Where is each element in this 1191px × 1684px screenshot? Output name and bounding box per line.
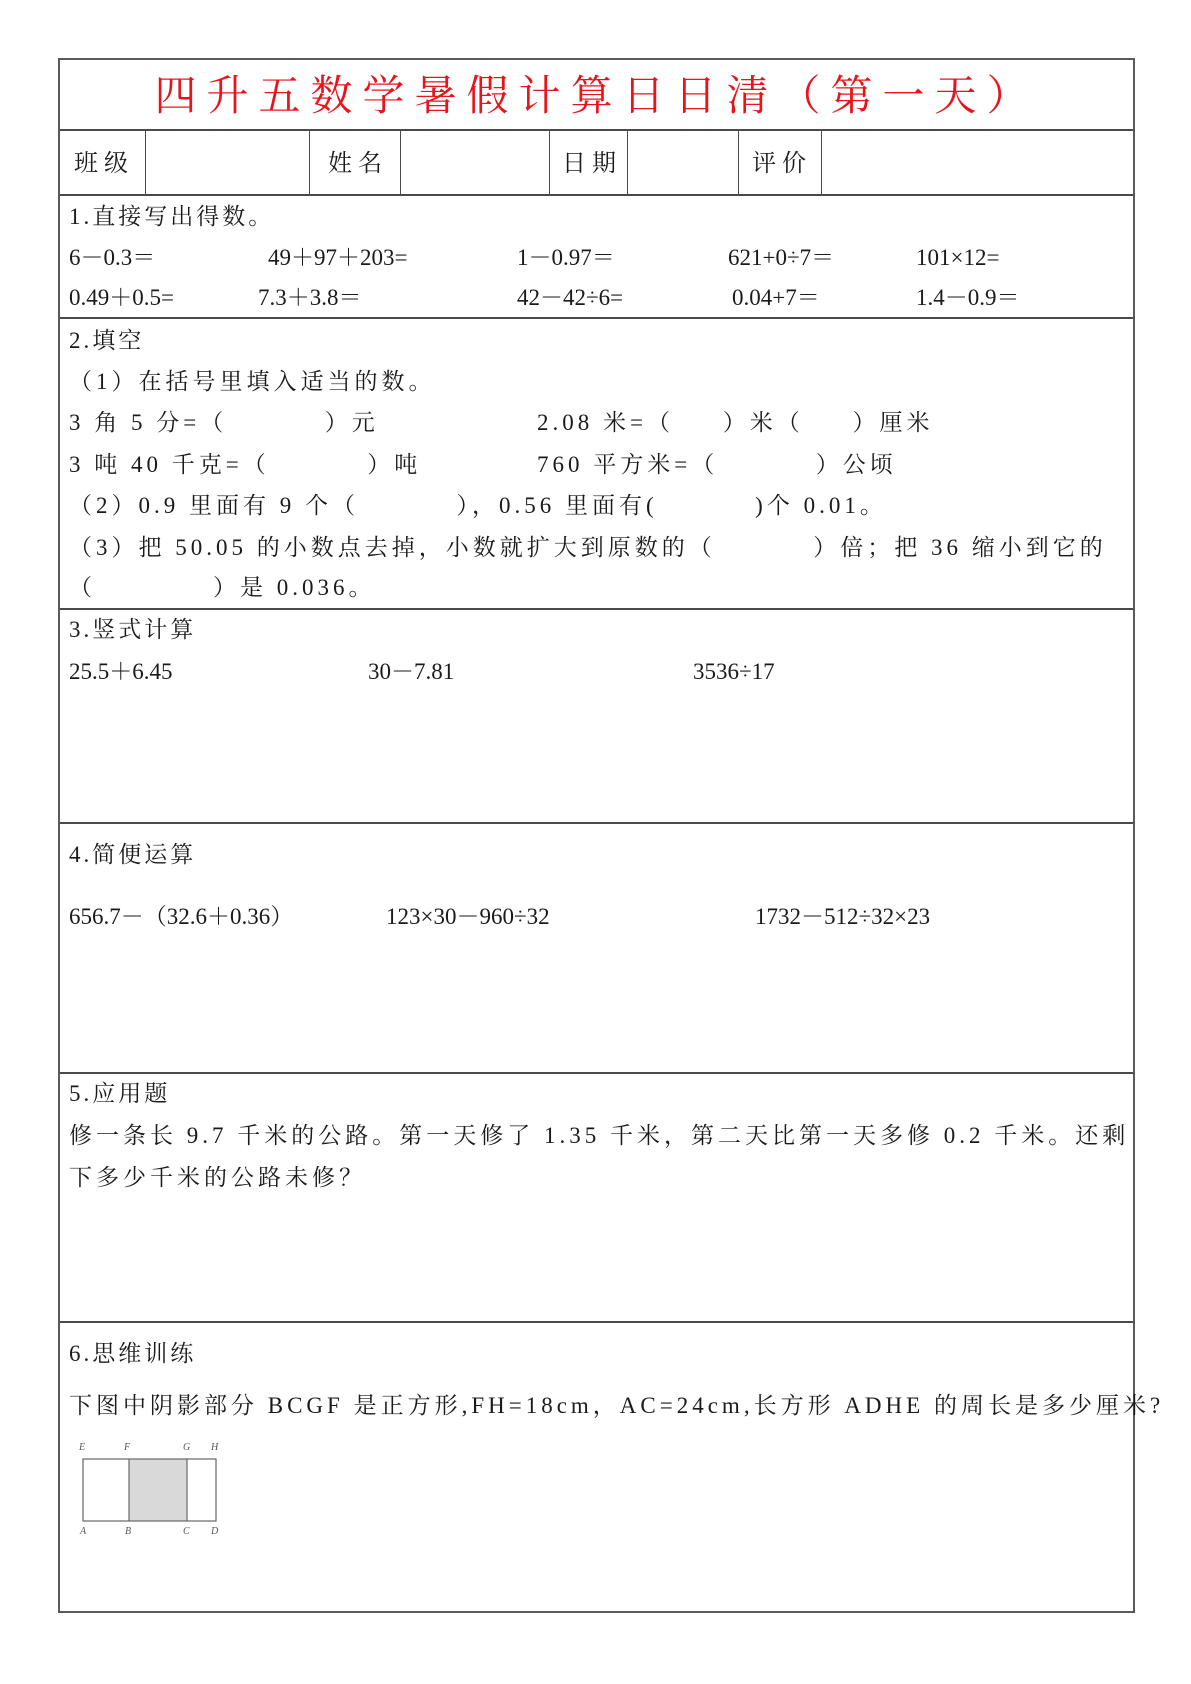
sub-question-3-cont: （ ）是 0.036。 [69,575,376,600]
problem: 42－42÷6= [517,285,624,310]
section6-heading: 6.思维训练 [69,1341,197,1366]
divider [60,317,1133,319]
vertical-calc-problem: 30－7.81 [368,659,455,684]
simplify-problem: 123×30－960÷32 [386,904,550,929]
date-field[interactable] [629,133,738,194]
date-label: 日期 [562,149,622,177]
point-label-g: G [183,1442,191,1453]
fill-blank-item: 3 角 5 分=（ ）元 [69,410,379,435]
divider [627,131,628,196]
problem: 6－0.3＝ [69,245,156,270]
rectangle-adhe-figure [77,1440,237,1540]
problem: 0.04+7＝ [732,285,820,310]
vertical-calc-problem: 25.5＋6.45 [69,659,173,684]
problem: 49＋97＋203= [268,245,408,270]
point-label-c: C [183,1526,190,1537]
word-problem-line: 下多少千米的公路未修？ [69,1165,366,1190]
divider [60,1321,1133,1323]
point-label-e: E [79,1442,86,1453]
section4-heading: 4.简便运算 [69,842,197,867]
divider [309,131,310,196]
divider [400,131,401,196]
problem: 0.49＋0.5= [69,285,174,310]
divider [60,194,1133,196]
point-label-h: H [211,1442,219,1453]
sub-question-1-heading: （1）在括号里填入适当的数。 [69,369,436,394]
simplify-problem: 1732－512÷32×23 [755,904,931,929]
fill-blank-item: 760 平方米=（ ）公顷 [537,452,897,477]
point-label-a: A [80,1526,87,1537]
rectangle-diagram [77,1440,237,1540]
divider [738,131,739,196]
section5-heading: 5.应用题 [69,1081,171,1106]
problem: 101×12= [916,245,1000,270]
thinking-question: 下图中阴影部分 BCGF 是正方形,FH=18cm，AC=24cm,长方形 ADHE 的周长是多少厘米? [69,1393,1165,1418]
divider [145,131,146,196]
divider [60,608,1133,610]
divider [60,1072,1133,1074]
point-label-d: D [211,1526,219,1537]
fill-blank-item: 3 吨 40 千克=（ ）吨 [69,452,422,477]
section1-heading: 1.直接写出得数。 [69,204,275,229]
divider [821,131,822,196]
section2-heading: 2.填空 [69,328,145,353]
vertical-calc-problem: 3536÷17 [693,659,775,684]
divider [549,131,550,196]
class-label: 班级 [74,149,134,177]
section3-heading: 3.竖式计算 [69,617,197,642]
word-problem-line: 修一条长 9.7 千米的公路。第一天修了 1.35 千米，第二天比第一天多修 0.2 千米。还剩 [69,1123,1130,1148]
problem: 7.3＋3.8＝ [258,285,362,310]
name-label: 姓名 [328,149,388,177]
worksheet-table [58,58,1165,1613]
rating-label: 评价 [752,149,812,177]
rating-field[interactable] [823,133,1133,194]
problem: 1－0.97＝ [517,245,615,270]
point-label-b: B [125,1526,132,1537]
point-label-f: F [124,1442,131,1453]
class-field[interactable] [147,133,309,194]
divider [60,822,1133,824]
simplify-problem: 656.7－（32.6＋0.36） [69,904,294,929]
sub-question-3: （3）把 50.05 的小数点去掉，小数就扩大到原数的（ ）倍；把 36 缩小到它的 [69,535,1107,560]
problem: 621+0÷7＝ [728,245,835,270]
problem: 1.4－0.9＝ [916,285,1020,310]
name-field[interactable] [402,133,549,194]
sub-question-2: （2）0.9 里面有 9 个（ ），0.56 里面有( )个 0.01。 [69,493,887,518]
shaded-square-bcgf [129,1459,187,1521]
page-title: 四升五数学暑假计算日日清（第一天） [154,71,1039,120]
fill-blank-item: 2.08 米=（ ）米（ ）厘米 [537,410,934,435]
